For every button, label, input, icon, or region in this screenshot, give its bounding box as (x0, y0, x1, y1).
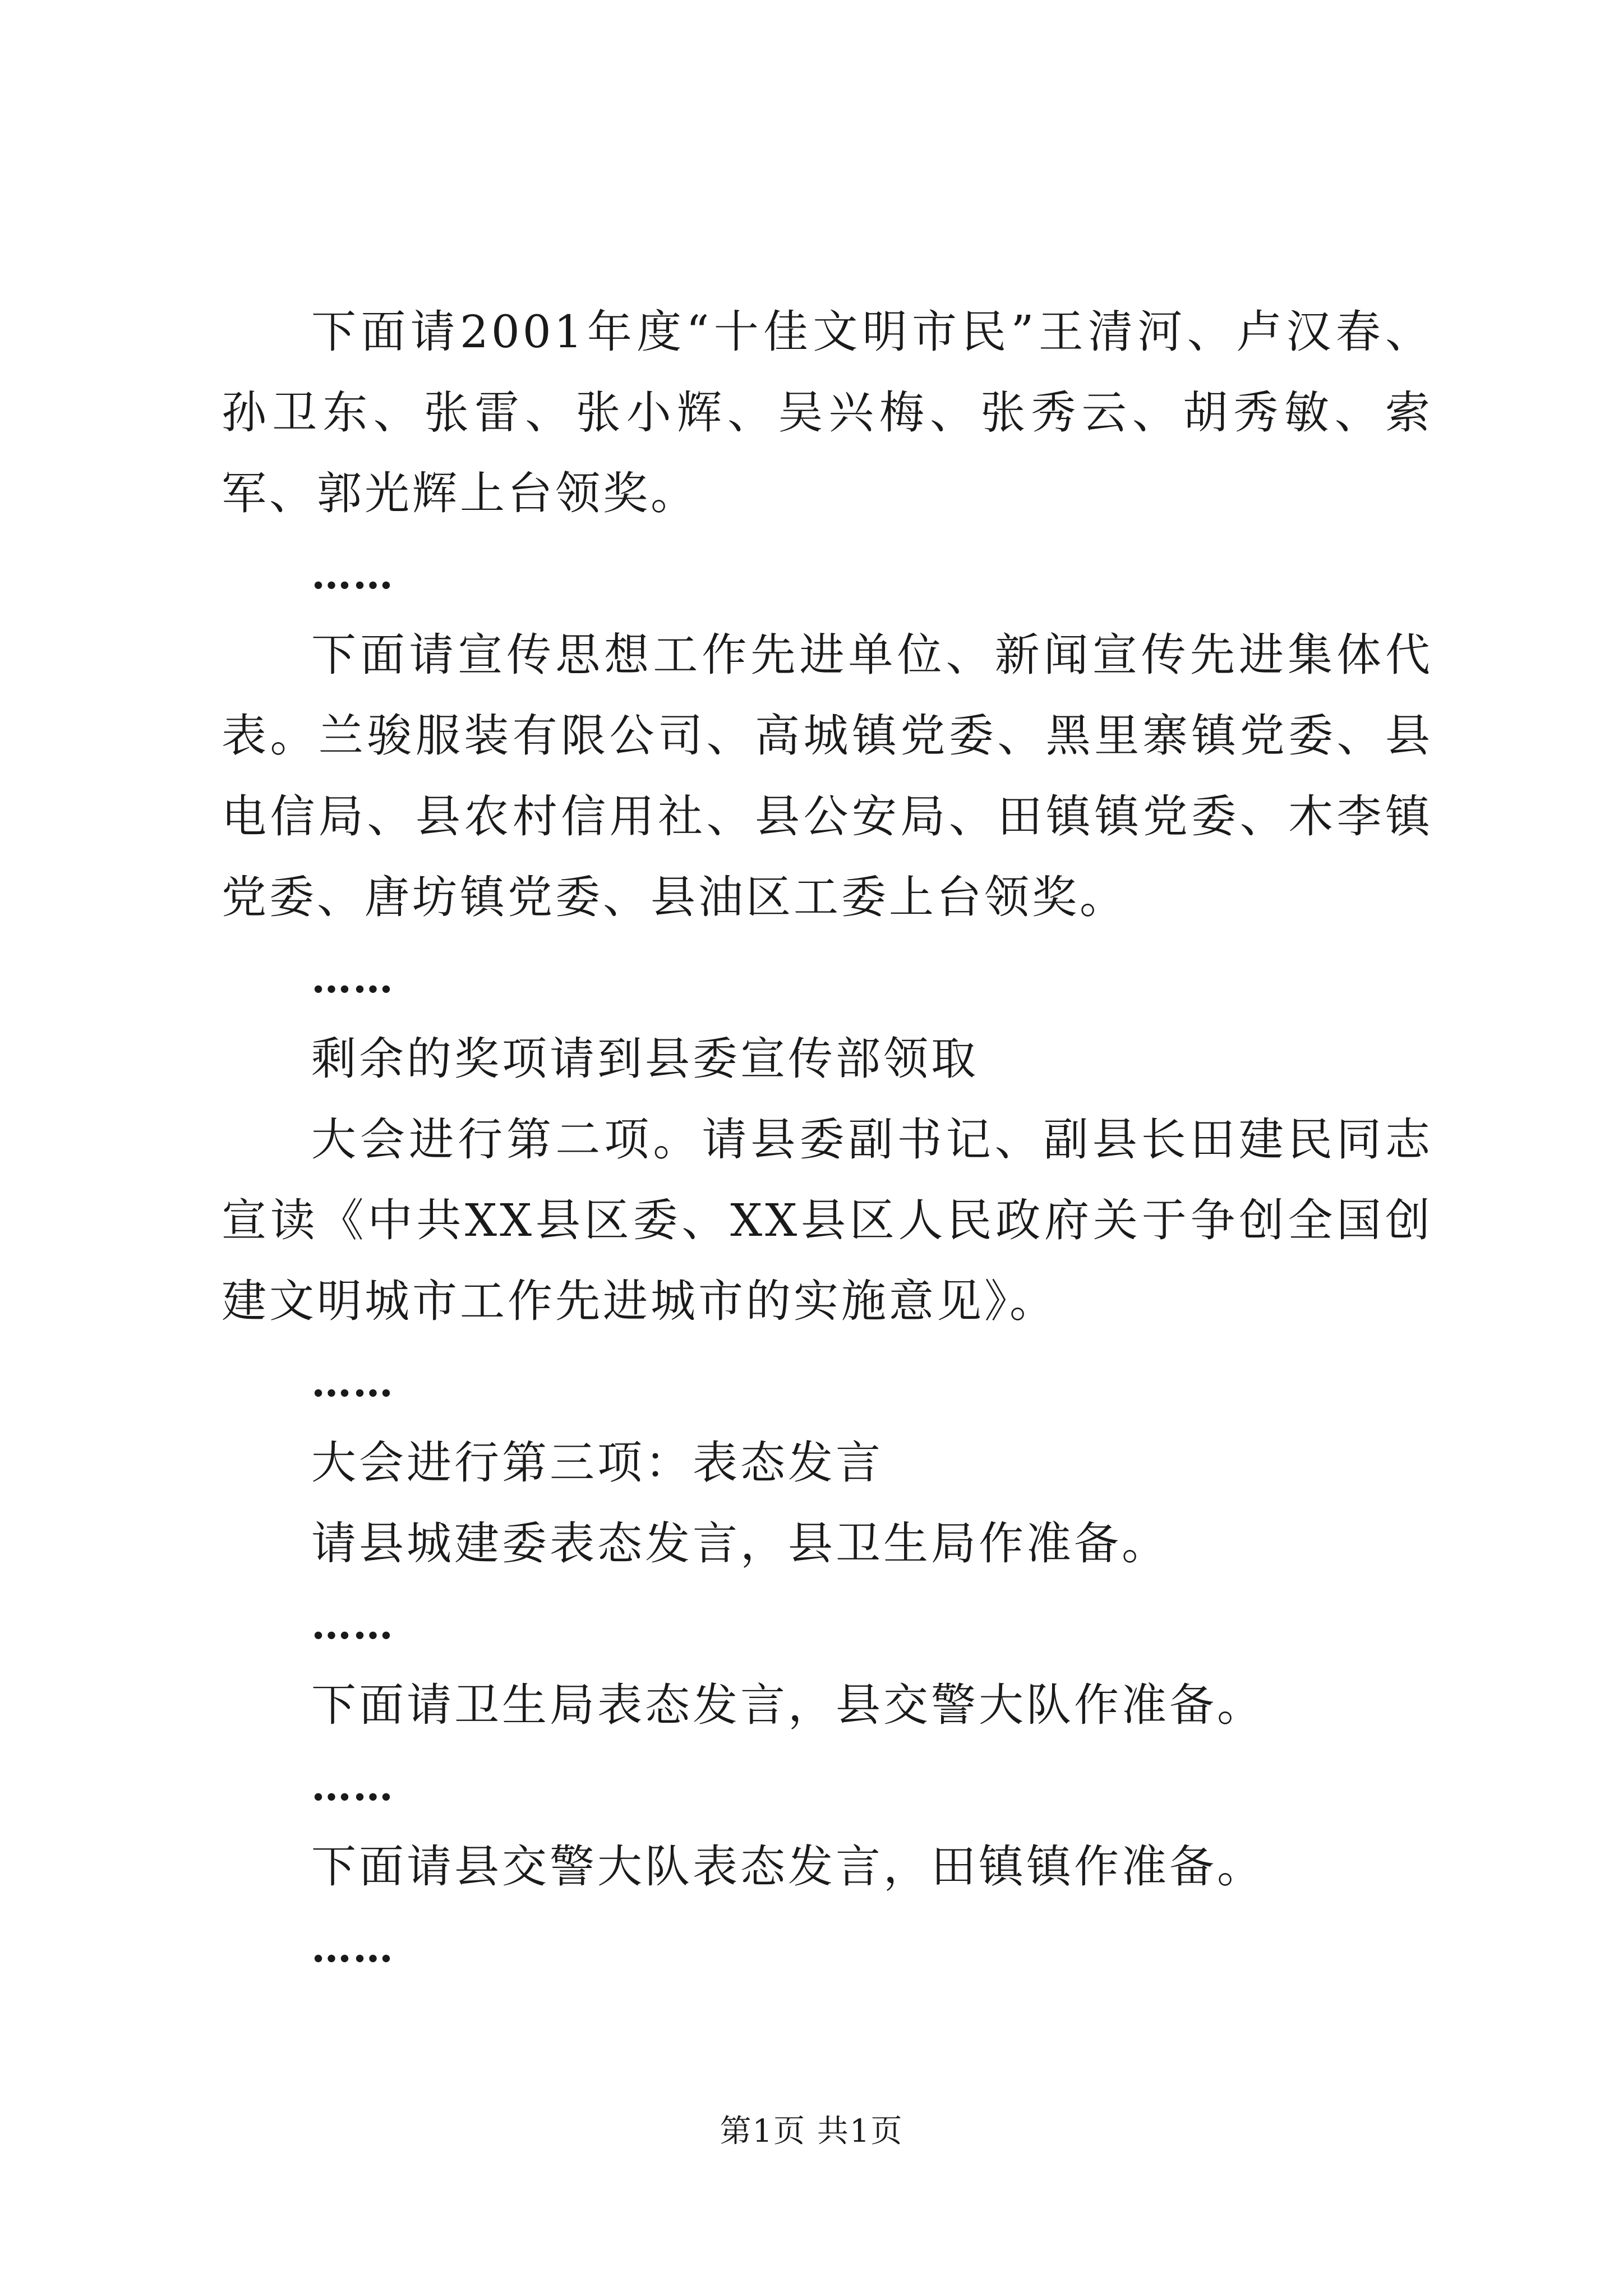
page-footer: 第1页 共1页 (720, 2113, 903, 2150)
paragraph-speech-construction: 请县城建委表态发言，县卫生局作准备。 (311, 1517, 1169, 1570)
ellipsis-3: …… (311, 1358, 394, 1406)
paragraph-speech-health: 下面请卫生局表态发言，县交警大队作准备。 (311, 1679, 1265, 1731)
paragraph-speech-traffic-police: 下面请县交警大队表态发言，田镇镇作准备。 (311, 1841, 1265, 1893)
ellipsis-6: …… (311, 1924, 394, 1971)
ellipsis-1: …… (311, 550, 394, 598)
paragraph-remaining-awards: 剩余的奖项请到县委宣传部领取 (311, 1033, 979, 1085)
ellipsis-5: …… (311, 1762, 394, 1810)
paragraph-award-citizens: 下面请2001年度“十佳文明市民”王清河、卢汉春、孙卫东、张雷、张小辉、吴兴梅、张秀云、胡秀敏、索军、郭光辉上台领奖。 (222, 306, 1433, 519)
ellipsis-2: …… (311, 954, 394, 1002)
ellipsis-4: …… (311, 1600, 394, 1648)
paragraph-award-units: 下面请宣传思想工作先进单位、新闻宣传先进集体代表。兰骏服装有限公司、高城镇党委、黑里寨镇党委、县电信局、县农村信用社、县公安局、田镇镇党委、木李镇党委、唐坊镇党委、县油区工委上台领奖。 (222, 629, 1433, 923)
document-body (222, 292, 1433, 1988)
paragraph-agenda-item-three: 大会进行第三项：表态发言 (311, 1437, 883, 1489)
paragraph-agenda-item-two: 大会进行第二项。请县委副书记、副县长田建民同志宣读《中共XX县区委、XX县区人民政府关于争创全国创建文明城市工作先进城市的实施意见》。 (222, 1114, 1433, 1327)
